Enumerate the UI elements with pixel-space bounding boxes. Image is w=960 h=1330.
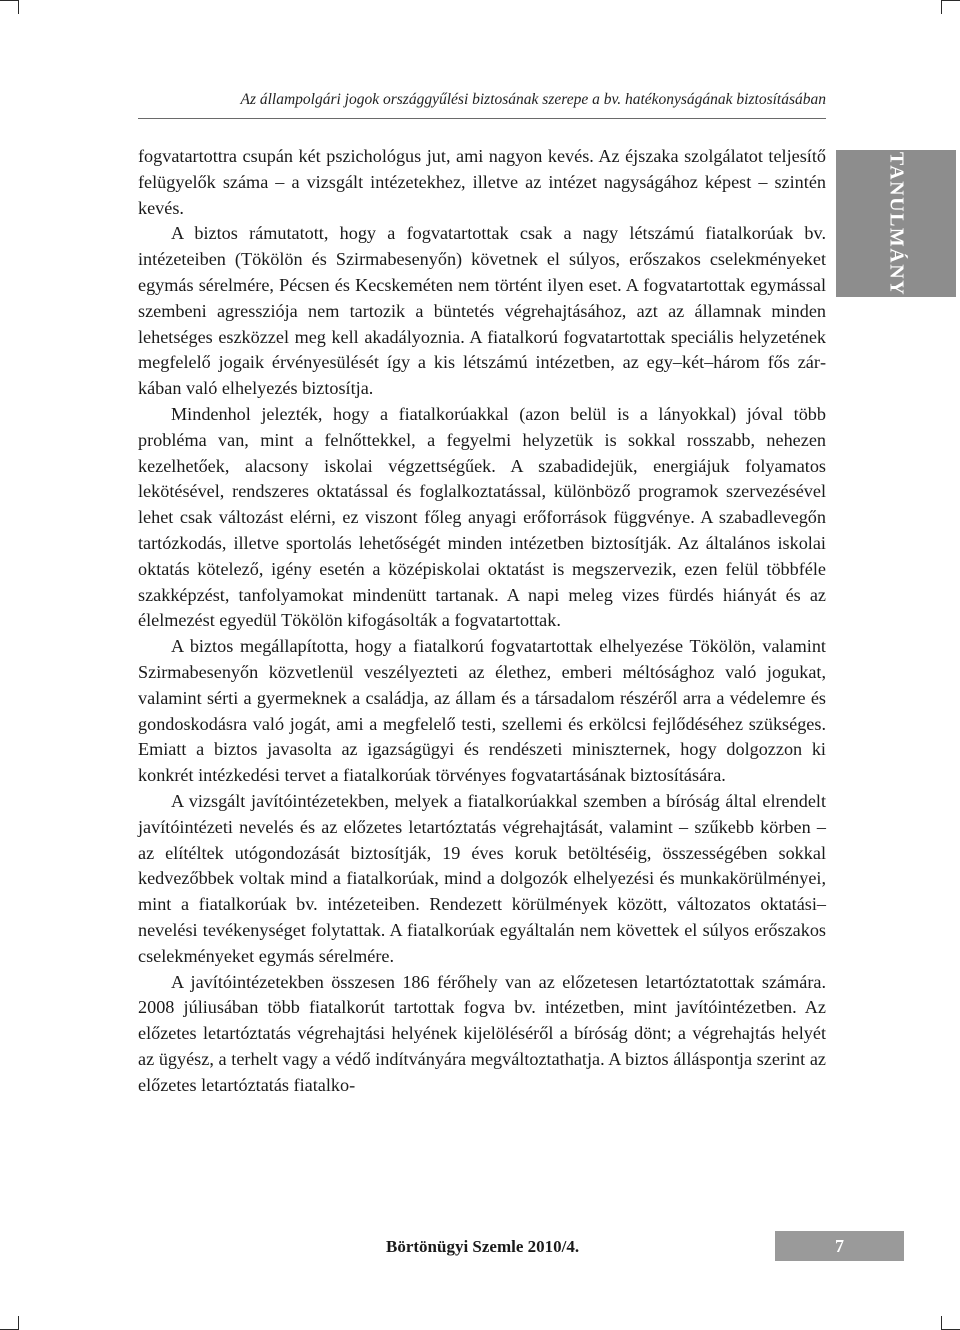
crop-mark <box>942 0 960 1</box>
journal-title: Börtönügyi Szemle 2010/4. <box>386 1237 580 1256</box>
crop-mark <box>18 1316 19 1330</box>
paragraph: fogvatartottra csupán két pszichológus jut, ami nagyon kevés. Az éjszaka szolgálatot teljesítő felügyelők száma – a vizsgált intézetekhez, illetve az intézet nagyságához képest – szintén kevés. <box>138 146 826 218</box>
crop-mark <box>941 1316 942 1330</box>
page-number-box <box>775 1231 904 1261</box>
section-tab-label: TANULMÁNY <box>885 151 908 296</box>
paragraph: Mindenhol jelezték, hogy a fiatalkorúakkal (azon belül is a lányokkal) jóval több probléma van, mint a felnőttekkel, a fegyelmi helyzetük is sokkal rosszabb, nehezen kezelhetőek, alacsony iskolai végzettségűek. A szabadidejük, energiájuk folyamatos lekötésével, rendszeres oktatással és foglalkoztatással, különböző programok szervezésével lehet csak változást elérni, ez viszont főleg anyagi erőforrások függvénye. A szabadlevegőn tartózkodás, illetve sportolás lehetőségét minden intézetben biztosítják. Az általános iskolai oktatás kötelező, igény esetén a középiskolai oktatást is megszervezik, ezen felül többféle szakképzést, tanfolyamokat mindenütt tartanak. A napi meleg vizes fürdés hiányát és az élelmezést egyedül Tökölön kifogásolták a fogvatartottak. <box>138 403 826 631</box>
header-divider <box>138 118 826 119</box>
paragraph: A biztos rámutatott, hogy a fogvatartottak csak a nagy létszámú fiatalkorúak bv. intézeteiben (Tökölön és Szirmabesenyőn) követnek el súlyos, erőszakos cselekményeket egymás sérelmére, Pécsen és Kecskeméten nem történt ilyen eset. A fogvatartottak egymással szembeni agressziója nem tartozik a büntetés végrehajtásához, azt az államnak minden lehetséges eszközzel meg kell akadályoznia. A fiatalkorú fogvatartottak speciális helyzetének megfelelő jogaik érvényesülését így a kis létszámú intézetben, az egy–két–három fős zárkában való elhelyezés biztosítja. <box>138 223 826 399</box>
paragraph: A javítóintézetekben összesen 186 férőhely van az előzetesen letartóztatottak számára. 2008 júliusában több fiatalkorút tartottak fogva bv. intézetben, mint javítóintézetben. Az előzetes letartóztatás végrehajtási helyének kijelöléséről a bíróság dönt; a végrehajtás helyét az ügyész, a terhelt vagy a védő indítványára megváltoztathatja. A biztos álláspontja szerint az előzetes letartóztatás fiatalko- <box>138 971 826 1095</box>
article-body <box>138 144 826 1098</box>
section-tab <box>836 150 956 297</box>
paragraph: A vizsgált javítóintézetekben, melyek a fiatalkorúakkal szemben a bíróság által elrendelt javítóintézeti nevelés és az előzetes letartóztatás végrehajtását, valamint – szűkebb körben – az elítéltek utógondozását biztosítják, 19 éves koruk betöltéséig, összességében sokkal kedvezőbbek voltak mind a fiatalkorúak, mind a dolgozók elhelyezési és munkakörülményei, mint a fiatalkorúak bv. intézeteiben. Rendezett körülmények között, változatos oktatási–nevelési tevékenységet folytattak. A fiatalkorúak egyáltalán nem követtek el súlyos erőszakos cselekményeket egymás sérelmére. <box>138 790 826 966</box>
crop-mark <box>941 0 942 14</box>
page-number: 7 <box>835 1236 844 1256</box>
paragraph: A biztos megállapította, hogy a fiatalkorú fogvatartottak elhelyezése Tökölön, valamint Szirmabesenyőn közvetlenül veszélyezteti az élethez, emberi méltósághoz való jogukat, valamint sérti a gyermeknek a családja, az állam és a társadalom részéről arra a védelemre és gondoskodásra való jogát, ami a megfelelő testi, szellemi és erkölcsi fejlődéséhez szükséges. Emiatt a biztos javasolta az igazságügyi és rendészeti miniszternek, hogy dolgozzon ki konkrét intézkedési tervet a fiatalkorúak törvényes fogvatartásának biztosítására. <box>138 636 826 786</box>
crop-mark <box>18 0 19 14</box>
running-header: Az állampolgári jogok országgyűlési biztosának szerepe a bv. hatékonyságának biztosításában <box>240 91 826 108</box>
crop-mark <box>0 0 18 1</box>
